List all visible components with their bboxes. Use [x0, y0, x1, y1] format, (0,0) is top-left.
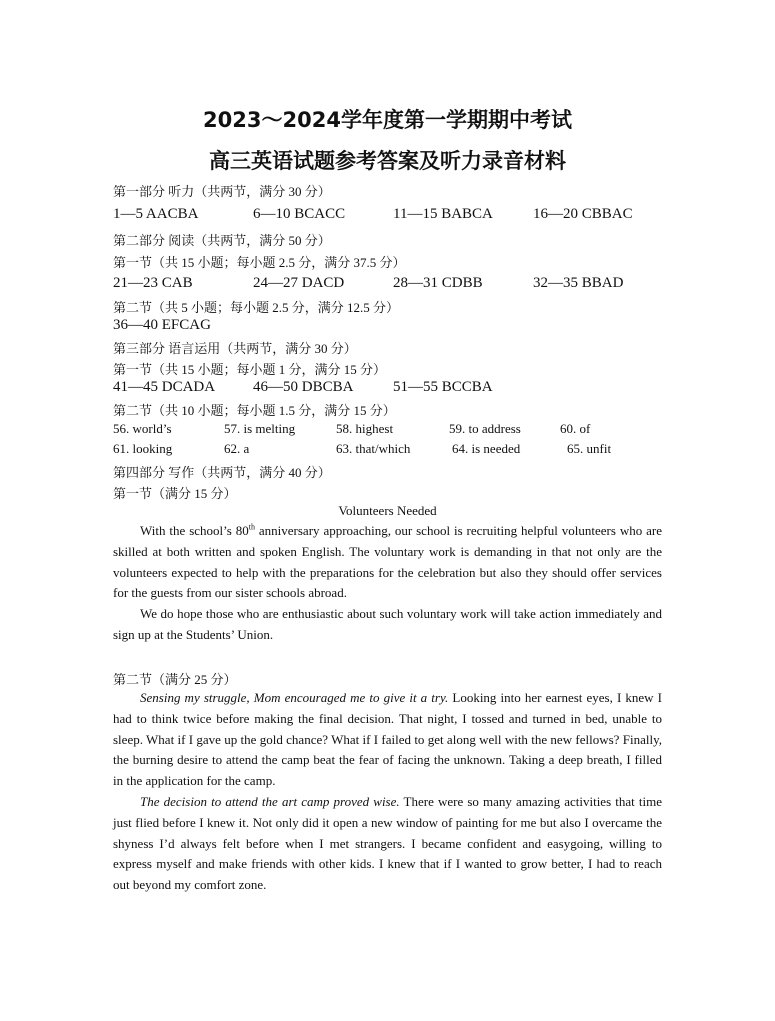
part3-section1-header: 第一节（共 15 小题；每小题 1 分，满分 15 分）	[113, 362, 387, 377]
fill-answer: 56. world’s	[113, 421, 172, 436]
answer-group: 51—55 BCCBA	[393, 379, 493, 395]
answer-group: 32—35 BBAD	[533, 275, 624, 291]
answer-group: 11—15 BABCA	[393, 206, 493, 222]
fill-answer: 65. unfit	[567, 441, 612, 456]
part2-section2-answers: 36—40 EFCAG	[113, 317, 211, 333]
answer-group: 24—27 DACD	[253, 275, 345, 291]
answer-group: 28—31 CDBB	[393, 275, 483, 291]
essay-paragraph-2: We do hope those who are enthusiastic about such voluntary work will take action immediately and sign up at the Students’ Union.	[113, 606, 662, 642]
story-paragraph-1: Sensing my struggle, Mom encouraged me to give it a try. Looking into her earnest eyes, I knew I had to think twice before making the final decision. That night, I tossed and turned in bed, unable to sleep. What if I gave up the gold chance? What if I failed to get along well with the new fellows? Finally, the burning desire to attend the camp beat the fear of facing the unknown. Taking a deep breath, I filled in the application for the camp.	[113, 690, 662, 789]
fill-answer: 59. to address	[449, 421, 521, 436]
document-subtitle: 高三英语试题参考答案及听力录音材料	[209, 149, 566, 173]
fill-answer: 58. highest	[336, 421, 394, 436]
fill-answer: 57. is melting	[224, 421, 296, 436]
answer-group: 46—50 DBCBA	[253, 379, 354, 395]
essay-title: Volunteers Needed	[338, 503, 437, 518]
fill-answer: 62. a	[224, 441, 250, 456]
document-title: 2023～2024学年度第一学期期中考试	[203, 108, 572, 132]
story-paragraph-2: The decision to attend the art camp proved wise. There were so many amazing activities that time just flied before I knew it. Not only did it open a new window of painting for me but also I overcame the shyness I’d always felt before when I met strangers. I became confident and easygoing, willing to express myself and make friends with other kids. I knew that if I wanted to grow better, I had to reach out beyond my comfort zone.	[113, 794, 662, 893]
answer-group: 6—10 BCACC	[253, 206, 346, 222]
answer-group: 21—23 CAB	[113, 275, 193, 291]
answer-group: 41—45 DCADA	[113, 379, 216, 395]
part3-header: 第三部分 语言运用（共两节，满分 30 分）	[113, 341, 357, 356]
fill-answer: 61. looking	[113, 441, 173, 456]
fill-answer: 63. that/which	[336, 441, 411, 456]
part4-section2-header: 第二节（满分 25 分）	[113, 672, 237, 687]
fill-answer: 60. of	[560, 421, 591, 436]
answer-group: 16—20 CBBAC	[533, 206, 633, 222]
fill-answer: 64. is needed	[452, 441, 521, 456]
part4-section1-header: 第一节（满分 15 分）	[113, 486, 237, 501]
answer-group: 1—5 AACBA	[113, 206, 199, 222]
part3-section2-header: 第二节（共 10 小题；每小题 1.5 分，满分 15 分）	[113, 403, 396, 418]
part2-section1-header: 第一节（共 15 小题；每小题 2.5 分，满分 37.5 分）	[113, 255, 406, 270]
part2-section2-header: 第二节（共 5 小题；每小题 2.5 分，满分 12.5 分）	[113, 300, 400, 315]
part1-header: 第一部分 听力（共两节，满分 30 分）	[113, 184, 331, 199]
essay-paragraph-1: With the school’s 80th anniversary approaching, our school is recruiting helpful volunteers who are skilled at both written and spoken English. The voluntary work is demanding in that not only are the volunteers expected to help with the preparations for the celebration but also they should offer services for the guests from our sister schools abroad.	[113, 522, 662, 601]
part4-header: 第四部分 写作（共两节，满分 40 分）	[113, 465, 331, 480]
part2-header: 第二部分 阅读（共两节，满分 50 分）	[113, 233, 331, 248]
